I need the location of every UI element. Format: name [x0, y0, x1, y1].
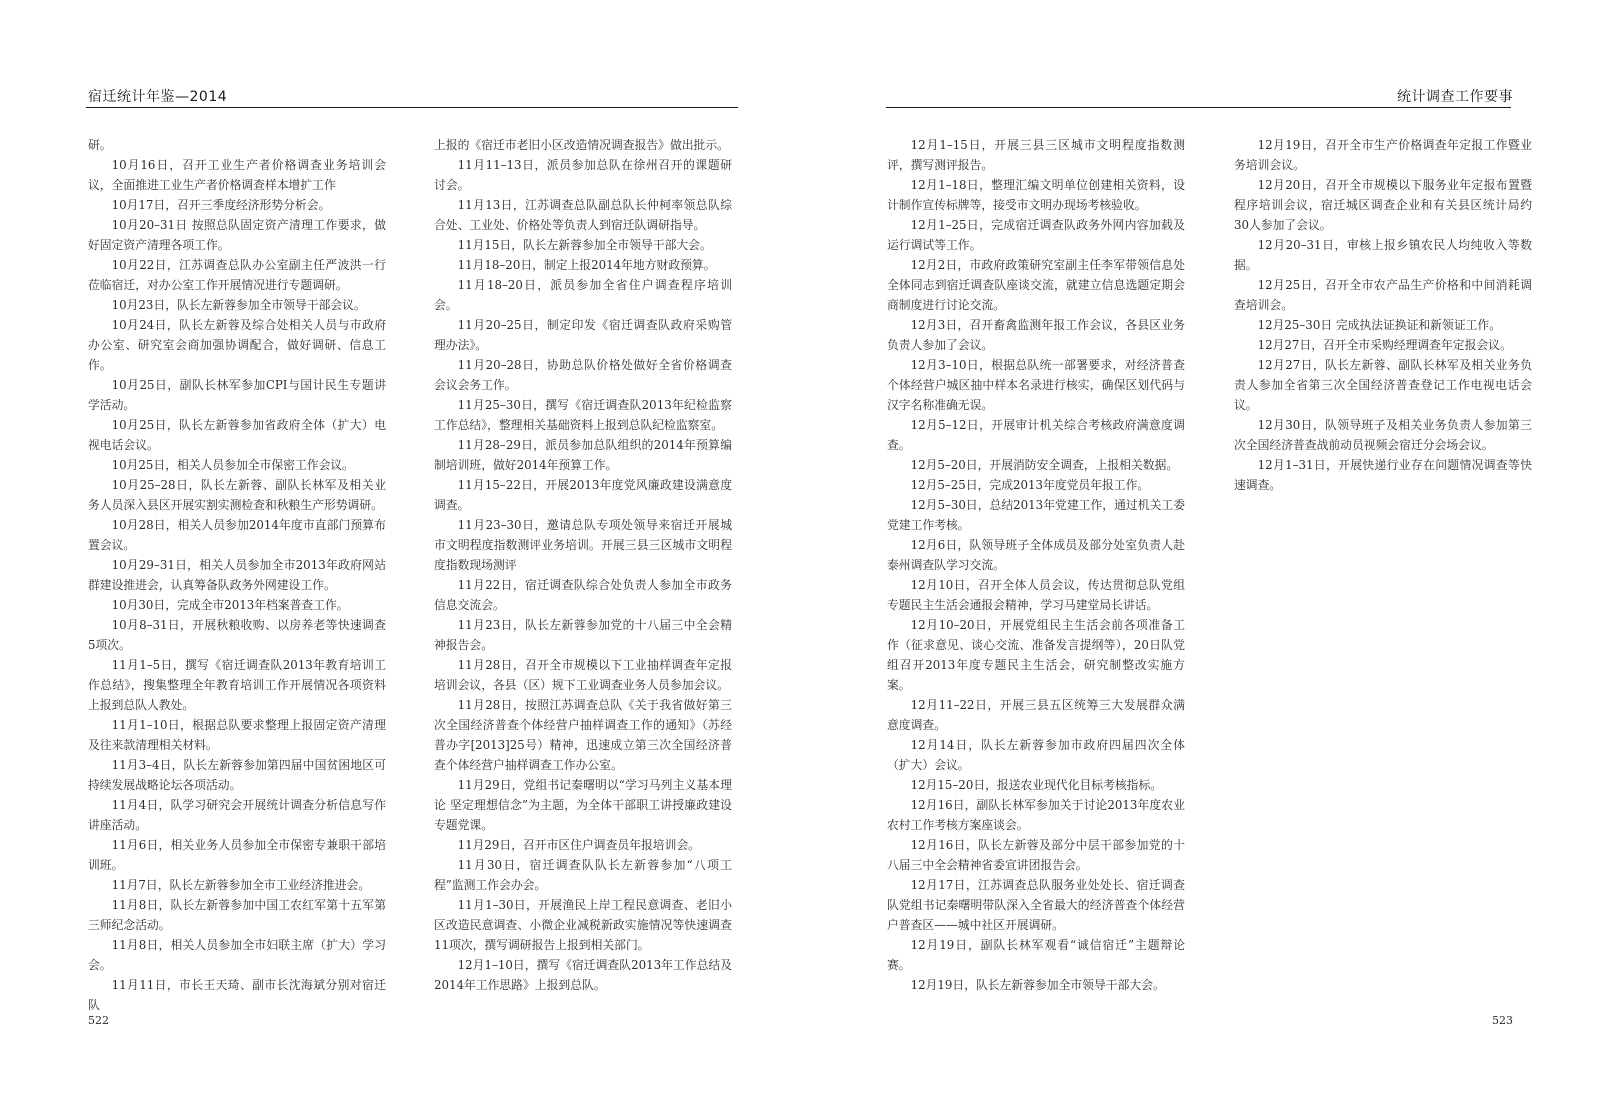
- event-entry: 10月25日，副队长林军参加CPI与国计民生专题讲学活动。: [88, 378, 386, 412]
- event-entry: 10月8–31日，开展秋粮收购、以房养老等快速调查5项次。: [88, 618, 386, 652]
- event-entry: 11月29日，党组书记秦曙明以“学习马列主义基本理论 坚定理想信念”为主题，为全体干部职工讲授廉政建设专题党课。: [434, 778, 732, 832]
- event-entry: 11月22日，宿迁调查队综合处负责人参加全市政务信息交流会。: [434, 578, 732, 612]
- event-entry: 11月18–20日，派员参加全省住户调查程序培训会。: [434, 278, 732, 312]
- event-entry: 11月28日，按照江苏调查总队《关于我省做好第三次全国经济普查个体经营户抽样调查工作的通知》（苏经普办字[2013]25号）精神，迅速成立第三次全国经济普查个体经营户抽样调查工作办公室。: [434, 698, 732, 772]
- event-entry: 11月4日，队学习研究会开展统计调查分析信息写作讲座活动。: [88, 798, 386, 832]
- event-entry: 10月17日，召开三季度经济形势分析会。: [111, 198, 331, 212]
- left-column-1: [88, 135, 386, 1015]
- event-entry: 12月19日，副队长林军观看“诚信宿迁”主题辩论赛。: [887, 938, 1185, 972]
- event-entry: 12月11–22日，开展三县五区统筹三大发展群众满意度调查。: [887, 698, 1185, 732]
- event-entry: 11月11–13日，派员参加总队在徐州召开的课题研讨会。: [434, 158, 732, 192]
- event-entry: 12月25日，召开全市农产品生产价格和中间消耗调查培训会。: [1234, 278, 1532, 312]
- event-entry: 12月19日，召开全市生产价格调查年定报工作暨业务培训会议。: [1234, 138, 1532, 172]
- event-entry: 10月25–28日，队长左新蓉、副队长林军及相关业务人员深入县区开展实割实测检查和秋粮生产形势调研。: [88, 478, 386, 512]
- event-entry: 12月17日，江苏调查总队服务业处处长、宿迁调查队党组书记秦曙明带队深入全省最大的经济普查个体经营户普查区——城中社区开展调研。: [887, 878, 1185, 932]
- event-entry: 12月5–25日，完成2013年度党员年报工作。: [910, 478, 1150, 492]
- event-entry: 10月20–31日 按照总队固定资产清理工作要求，做好固定资产清理各项工作。: [88, 218, 386, 252]
- event-entry: 10月28日，相关人员参加2014年度市直部门预算布置会议。: [88, 518, 386, 552]
- event-entry: 12月3日，召开畜禽监测年报工作会议，各县区业务负责人参加了会议。: [887, 318, 1185, 352]
- event-entry: 11月25–30日，撰写《宿迁调查队2013年纪检监察工作总结》，整理相关基础资料上报到总队纪检监察室。: [434, 398, 732, 432]
- page-number-right: 523: [1492, 1014, 1513, 1027]
- event-entry: 10月24日，队长左新蓉及综合处相关人员与市政府办公室、研究室会商加强协调配合，做好调研、信息工作。: [88, 318, 386, 372]
- header-rule-left: [86, 107, 738, 108]
- event-entry: 12月27日，召开全市采购经理调查年定报会议。: [1257, 338, 1512, 352]
- event-entry: 12月19日，队长左新蓉参加全市领导干部大会。: [910, 978, 1165, 992]
- event-entry: 12月2日，市政府政策研究室副主任李军带领信息处全体同志到宿迁调查队座谈交流，就建立信息选题定期会商制度进行讨论交流。: [887, 258, 1185, 312]
- event-entry: 11月23日，队长左新蓉参加党的十八届三中全会精神报告会。: [434, 618, 732, 652]
- event-entry: 12月20日，召开全市规模以下服务业年定报布置暨程序培训会议，宿迁城区调查企业和有关县区统计局约30人参加了会议。: [1234, 178, 1532, 232]
- event-entry: 11月18–20日，制定上报2014年地方财政预算。: [457, 258, 716, 272]
- event-entry: 12月16日，队长左新蓉及部分中层干部参加党的十八届三中全会精神省委宣讲团报告会。: [887, 838, 1185, 872]
- event-entry: 12月25–30日 完成执法证换证和新领证工作。: [1257, 318, 1502, 332]
- right-column-1: [887, 135, 1185, 995]
- event-entry: 11月30日，宿迁调查队队长左新蓉参加“八项工程”监测工作会办会。: [434, 858, 732, 892]
- event-entry: 12月14日，队长左新蓉参加市政府四届四次全体（扩大）会议。: [887, 738, 1185, 772]
- running-head-left: 宿迁统计年鉴—2014: [88, 89, 228, 105]
- event-entry: 11月6日，相关业务人员参加全市保密专兼职干部培训班。: [88, 838, 386, 872]
- event-entry: 12月10日，召开全体人员会议，传达贯彻总队党组专题民主生活会通报会精神，学习马建堂局长讲话。: [887, 578, 1185, 612]
- right-page: [800, 0, 1609, 1099]
- event-entry: 12月16日，副队长林军参加关于讨论2013年度农业农村工作考核方案座谈会。: [887, 798, 1185, 832]
- event-entry: 11月23–30日，邀请总队专项处领导来宿迁开展城市文明程度指数测评业务培训。开展三县三区城市文明程度指数现场测评: [434, 518, 732, 572]
- event-entry: 10月25日，相关人员参加全市保密工作会议。: [111, 458, 354, 472]
- event-entry: 11月15–22日，开展2013年度党风廉政建设满意度调查。: [434, 478, 732, 512]
- event-entry: 12月30日，队领导班子及相关业务负责人参加第三次全国经济普查战前动员视频会宿迁分会场会议。: [1234, 418, 1532, 452]
- event-entry: 11月3–4日，队长左新蓉参加第四届中国贫困地区可持续发展战略论坛各项活动。: [88, 758, 386, 792]
- event-entry: 11月1–30日，开展渔民上岸工程民意调查、老旧小区改造民意调查、小微企业减税新政实施情况等快速调查11项次，撰写调研报告上报到相关部门。: [434, 898, 732, 952]
- event-entry: 11月11日，市长王天琦、副市长沈海斌分别对宿迁队: [88, 978, 386, 1012]
- event-entry: 11月8日，相关人员参加全市妇联主席（扩大）学习会。: [88, 938, 386, 972]
- left-column-2: [434, 135, 732, 995]
- event-entry: 10月25日，队长左新蓉参加省政府全体（扩大）电视电话会议。: [88, 418, 386, 452]
- event-entry: 11月7日，队长左新蓉参加全市工业经济推进会。: [111, 878, 371, 892]
- page-number-left: 522: [88, 1014, 109, 1027]
- event-entry: 10月23日，队长左新蓉参加全市领导干部会议。: [111, 298, 366, 312]
- event-entry: 11月28–29日，派员参加总队组织的2014年预算编制培训班，做好2014年预算工作。: [434, 438, 732, 472]
- event-entry: 12月20–31日，审核上报乡镇农民人均纯收入等数据。: [1234, 238, 1532, 272]
- event-entry: 12月10–20日，开展党组民主生活会前各项准备工作（征求意见、谈心交流、准备发言提纲等），20日队党组召开2013年度专题民主生活会，研究制整改实施方案。: [887, 618, 1185, 692]
- event-entry: 12月27日，队长左新蓉、副队长林军及相关业务负责人参加全省第三次全国经济普查登记工作电视电话会议。: [1234, 358, 1532, 412]
- event-entry: 10月16日，召开工业生产者价格调查业务培训会议，全面推进工业生产者价格调查样本增扩工作: [88, 158, 386, 192]
- event-entry: 上报的《宿迁市老旧小区改造情况调查报告》做出批示。: [434, 138, 729, 152]
- event-entry: 12月6日，队领导班子全体成员及部分处室负责人赴泰州调查队学习交流。: [887, 538, 1185, 572]
- event-entry: 10月22日，江苏调查总队办公室副主任严波洪一行莅临宿迁，对办公室工作开展情况进行专题调研。: [88, 258, 386, 292]
- event-entry: 11月20–25日，制定印发《宿迁调查队政府采购管理办法》。: [434, 318, 732, 352]
- event-entry: 11月29日，召开市区住户调查员年报培训会。: [457, 838, 700, 852]
- event-entry: 12月1–18日，整理汇编文明单位创建相关资料，设计制作宣传标牌等，接受市文明办现场考核验收。: [887, 178, 1185, 212]
- event-entry: 12月1–15日，开展三县三区城市文明程度指数测评，撰写测评报告。: [887, 138, 1185, 172]
- left-page: [0, 0, 800, 1099]
- event-entry: 11月8日，队长左新蓉参加中国工农红军第十五军第三师纪念活动。: [88, 898, 386, 932]
- event-entry: 11月1–5日，撰写《宿迁调查队2013年教育培训工作总结》，搜集整理全年教育培训工作开展情况各项资料上报到总队人教处。: [88, 658, 386, 712]
- header-rule-right: [886, 107, 1511, 108]
- event-entry: 11月13日，江苏调查总队副总队长仲柯率领总队综合处、工业处、价格处等负责人到宿迁队调研指导。: [434, 198, 732, 232]
- event-entry: 11月1–10日，根据总队要求整理上报固定资产清理及往来款清理相关材料。: [88, 718, 386, 752]
- event-entry: 12月1–25日，完成宿迁调查队政务外网内容加载及运行调试等工作。: [887, 218, 1185, 252]
- event-entry: 12月3–10日，根据总队统一部署要求，对经济普查个体经营户城区抽中样本名录进行核实，确保区划代码与汉字名称准确无误。: [887, 358, 1185, 412]
- event-entry: 12月1–10日，撰写《宿迁调查队2013年工作总结及2014年工作思路》上报到总队。: [434, 958, 732, 992]
- event-entry: 11月28日，召开全市规模以下工业抽样调查年定报培训会议，各县（区）规下工业调查业务人员参加会议。: [434, 658, 732, 692]
- event-entry: 12月5–12日，开展审计机关综合考核政府满意度调查。: [887, 418, 1185, 452]
- event-entry: 10月29–31日，相关人员参加全市2013年政府网站群建设推进会，认真筹备队政务外网建设工作。: [88, 558, 386, 592]
- event-entry: 研。: [88, 138, 112, 152]
- event-entry: 11月20–28日，协助总队价格处做好全省价格调查会议会务工作。: [434, 358, 732, 392]
- running-head-right: 统计调查工作要事: [1397, 89, 1513, 105]
- event-entry: 12月1–31日，开展快递行业存在问题情况调查等快速调查。: [1234, 458, 1532, 492]
- right-column-2: [1234, 135, 1532, 495]
- event-entry: 11月15日，队长左新蓉参加全市领导干部大会。: [457, 238, 712, 252]
- event-entry: 12月15–20日，报送农业现代化目标考核指标。: [910, 778, 1163, 792]
- event-entry: 10月30日，完成全市2013年档案普查工作。: [111, 598, 349, 612]
- event-entry: 12月5–20日，开展消防安全调查，上报相关数据。: [910, 458, 1179, 472]
- event-entry: 12月5–30日，总结2013年党建工作，通过机关工委党建工作考核。: [887, 498, 1185, 532]
